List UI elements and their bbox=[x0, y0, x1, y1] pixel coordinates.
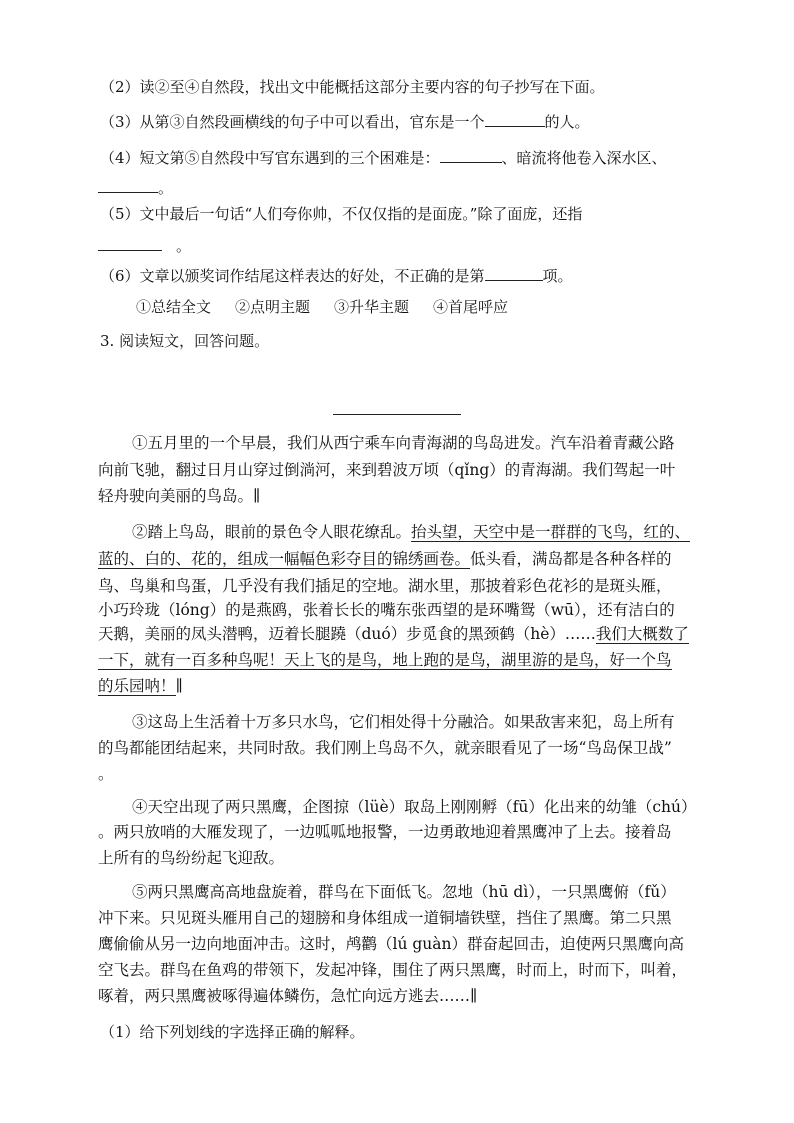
option-2[interactable]: ②点明主题 bbox=[235, 298, 311, 316]
underlined-sentence: 抬头望，天空中是一群群的飞鸟，红的、 bbox=[411, 523, 691, 541]
paragraph-2-line bbox=[132, 522, 690, 542]
underlined-sentence: 我们大概数了 bbox=[595, 625, 689, 643]
paragraph-4-line: 。两只放哨的大雁发现了，一边呱呱地报警，一边勇敢地迎着黑鹰冲了上去。接着岛 bbox=[98, 823, 672, 841]
option-3[interactable]: ③升华主题 bbox=[334, 298, 410, 316]
paragraph-1-line: 向前飞驰，翻过日月山穿过倒淌河，来到碧波万顷（qǐng）的青海湖。我们驾起一叶 bbox=[98, 461, 676, 479]
question-4 bbox=[100, 146, 667, 168]
paragraph-5-line: 空飞去。群鸟在鱼鸡的带领下，发起冲锋，围住了两只黑鹰，时而上，时而下，叫着， bbox=[98, 961, 688, 979]
paragraph-2-line bbox=[98, 624, 689, 644]
paragraph-3-line: 的鸟都能团结起来，共同时敌。我们刚上鸟岛不久，就亲眼看见了一场“鸟岛保卫战” bbox=[98, 739, 672, 757]
paragraph-5-line: 啄着，两只黑鹰被啄得遍体鳞伤，急忙向远方逃去……∥ bbox=[98, 987, 478, 1005]
question-4-text: （4）短文第⑤自然段中写官东遇到的三个困难是： bbox=[100, 149, 440, 167]
paragraph-5-line: ⑤两只黑鹰高高地盘旋着，群鸟在下面低飞。忽地（hū dì），一只黑鹰俯（fǔ） bbox=[132, 883, 676, 901]
sub-question-1: （1）给下列划线的字选择正确的解释。 bbox=[100, 1023, 365, 1041]
paragraph-4-line: 上所有的鸟纷纷起飞迎敌。 bbox=[98, 849, 285, 867]
passage-title-blank bbox=[333, 414, 461, 415]
question-6-suffix: 项。 bbox=[542, 267, 573, 285]
paragraph-2-line bbox=[98, 650, 672, 670]
paragraph-5-line: 冲下来。只见斑头雁用自己的翅膀和身体组成一道铜墙铁壁，挡住了黑鹰。第二只黑 bbox=[98, 909, 672, 927]
answer-blank[interactable] bbox=[485, 264, 543, 281]
answer-blank[interactable] bbox=[485, 110, 545, 127]
question-5: （5）文中最后一句话“人们夸你帅，不仅仅指的是面庞。”除了面庞，还指 bbox=[100, 205, 583, 223]
question-3-text: （3）从第③自然段画横线的句子中可以看出，官东是一个 bbox=[100, 113, 485, 131]
paragraph-2-text: ∥ bbox=[175, 677, 183, 695]
question-6-text: （6）文章以颁奖词作结尾这样表达的好处，不正确的是第 bbox=[100, 267, 485, 285]
paragraph-2-line bbox=[98, 549, 672, 569]
paragraph-2-line: 小巧玲珑（lóng）的是燕鸥，张着长长的嘴东张西望的是环嘴鸳（wū），还有洁白的 bbox=[98, 601, 675, 619]
question-3-suffix: 的人。 bbox=[544, 113, 590, 131]
question-4-end: 。 bbox=[158, 179, 174, 197]
underlined-sentence: 的乐园呐！ bbox=[98, 677, 176, 695]
underlined-sentence: 蓝的、白的、花的，组成一幅幅色彩夺目的锦绣画卷。 bbox=[98, 550, 471, 568]
paragraph-3-line: 。 bbox=[98, 765, 114, 783]
paragraph-2-line bbox=[98, 676, 183, 696]
answer-blank[interactable] bbox=[440, 146, 502, 163]
question-3-heading: 3. 阅读短文，回答问题。 bbox=[100, 332, 270, 350]
question-5-end: 。 bbox=[176, 237, 192, 255]
paragraph-5-line: 鹰偷偷从另一边向地面冲击。这时，鸬鹳（lú guàn）群奋起回击，迫使两只黑鹰向高 bbox=[98, 935, 684, 953]
question-2: （2）读②至④自然段，找出文中能概括这部分主要内容的句子抄写在下面。 bbox=[100, 78, 605, 96]
question-4-mid: 、暗流将他卷入深水区、 bbox=[501, 149, 667, 167]
question-4-line2 bbox=[98, 176, 173, 198]
underlined-sentence: 一下，就有一百多种鸟呢！天上飞的是鸟，地上跑的是鸟，湖里游的是鸟，好一个鸟 bbox=[98, 651, 672, 669]
paragraph-4-line: ④天空出现了两只黑鹰，企图掠（lüè）取岛上刚刚孵（fū）化出来的幼雏（chú） bbox=[132, 798, 697, 816]
option-1[interactable]: ①总结全文 bbox=[136, 298, 212, 316]
paragraph-2-text: 低头看，满岛都是各种各样的 bbox=[470, 550, 672, 568]
paragraph-3-line: ③这岛上生活着十万多只水鸟，它们相处得十分融洽。如果敌害来犯，岛上所有 bbox=[132, 713, 675, 731]
option-4[interactable]: ④首尾呼应 bbox=[433, 298, 509, 316]
answer-blank[interactable] bbox=[98, 176, 158, 193]
paragraph-2-text: 天鹅，美丽的凤头潜鸭，迈着长腿蹺（duó）步觅食的黑颈鹤（hè）…… bbox=[98, 625, 596, 643]
question-6 bbox=[100, 264, 573, 286]
paragraph-2-line: 鸟、鸟巢和鸟蛋，几乎没有我们插足的空地。湖水里，那披着彩色花衫的是斑头雁， bbox=[98, 577, 672, 595]
paragraph-2-text: ②踏上鸟岛，眼前的景色令人眼花缭乱。 bbox=[132, 523, 412, 541]
answer-blank[interactable] bbox=[98, 234, 162, 251]
question-3 bbox=[100, 110, 590, 132]
question-6-options bbox=[136, 297, 508, 317]
paragraph-1-line: ①五月里的一个早晨，我们从西宁乘车向青海湖的鸟岛进发。汽车沿着青藏公路 bbox=[132, 434, 675, 452]
paragraph-1-line: 轻舟驶向美丽的鸟岛。∥ bbox=[98, 487, 261, 505]
question-5-line2 bbox=[98, 234, 191, 256]
